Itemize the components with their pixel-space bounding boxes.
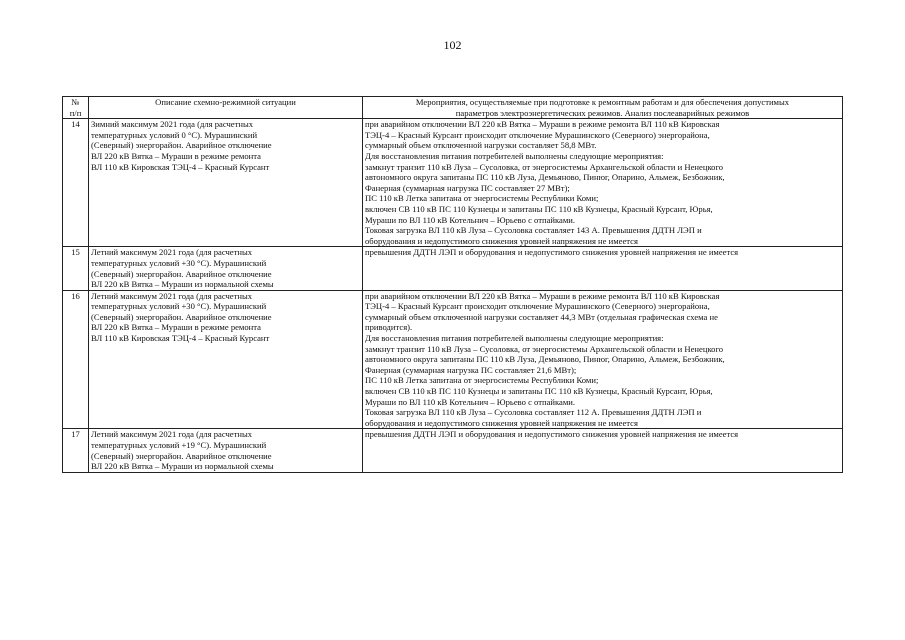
row-number: 14	[63, 119, 89, 247]
measures-line: Мураши по ВЛ 110 кВ Котельнич – Юрьево с отпайками.	[365, 396, 576, 407]
measures-line: ПС 110 кВ Летка запитана от энергосистемы Республики Коми;	[365, 375, 599, 386]
measures-line: замкнут транзит 110 кВ Луза – Сусоловка, от энергосистемы Архангельской области и Ненецкого	[365, 161, 724, 172]
measures-line: оборудования и недопустимого снижения уровней напряжения не имеется	[365, 417, 638, 428]
measures-line: Токовая загрузка ВЛ 110 кВ Луза – Сусоловка составляет 143 А. Превышения ДДТН ЛЭП и	[365, 225, 702, 236]
situation-line: Летний максимум 2021 года (для расчетных	[91, 290, 253, 301]
table-row	[63, 429, 843, 472]
situation-line: температурных условий 0 °С). Мурашинский	[91, 129, 258, 140]
measures-line: превышения ДДТН ЛЭП и оборудования и недопустимого снижения уровней напряжения не имеется	[365, 429, 739, 440]
situation-line: ВЛ 110 кВ Кировская ТЭЦ-4 – Красный Курсант	[91, 333, 270, 344]
measures-line: при аварийном отключении ВЛ 220 кВ Вятка – Мураши в режиме ремонта ВЛ 110 кВ Кировская	[365, 119, 720, 130]
measures-line: ТЭЦ-4 – Красный Курсант происходит отключение Мурашинского (Северного) энергорайона,	[365, 301, 710, 312]
table-row	[63, 119, 843, 247]
measures-line: суммарный объем отключенной нагрузки составляет 58,8 МВт.	[365, 140, 597, 151]
measures-line: включен СВ 110 кВ ПС 110 Кузнецы и запитаны ПС 110 кВ Кузнецы, Красный Курсант, Юрья,	[365, 386, 713, 397]
measures-line: Фанерная (суммарная нагрузка ПС составляет 21,6 МВт);	[365, 364, 577, 375]
situation-cell	[89, 290, 363, 429]
situation-line: (Северный) энергорайон. Аварийное отключение	[91, 140, 272, 151]
situation-line: Летний максимум 2021 года (для расчетных	[91, 429, 253, 440]
measures-line: приводится).	[365, 322, 413, 333]
situation-line: ВЛ 220 кВ Вятка – Мураши в режиме ремонта	[91, 322, 261, 333]
situation-line: (Северный) энергорайон. Аварийное отключение	[91, 450, 272, 461]
measures-line: ПС 110 кВ Летка запитана от энергосистемы Республики Коми;	[365, 193, 599, 204]
situation-line: температурных условий +19 °С). Мурашинский	[91, 440, 267, 450]
measures-cell	[363, 290, 843, 429]
header-situation: Описание схемно-режимной ситуации	[89, 97, 363, 119]
measures-line: ТЭЦ-4 – Красный Курсант происходит отключение Мурашинского (Северного) энергорайона,	[365, 129, 710, 140]
page-number: 102	[443, 38, 462, 52]
situation-line: Летний максимум 2021 года (для расчетных	[91, 247, 253, 258]
situations-table	[62, 96, 843, 473]
header-num: № п/п	[63, 97, 89, 119]
situation-cell	[89, 429, 363, 472]
row-number: 17	[63, 429, 89, 472]
situation-line: (Северный) энергорайон. Аварийное отключение	[91, 268, 272, 279]
row-number: 15	[63, 247, 89, 290]
measures-line: Для восстановления питания потребителей выполнены следующие мероприятия:	[365, 150, 664, 161]
measures-line: Фанерная (суммарная нагрузка ПС составляет 27 МВт);	[365, 182, 570, 193]
measures-line: оборудования и недопустимого снижения уровней напряжения не имеется	[365, 235, 638, 246]
table-row	[63, 247, 843, 290]
situation-line: температурных условий +30 °С). Мурашинский	[91, 301, 267, 312]
measures-cell	[363, 247, 843, 290]
table-row	[63, 290, 843, 429]
measures-cell	[363, 119, 843, 247]
measures-line: при аварийном отключении ВЛ 220 кВ Вятка – Мураши в режиме ремонта ВЛ 110 кВ Кировская	[365, 290, 720, 301]
situation-cell	[89, 247, 363, 290]
measures-cell	[363, 429, 843, 472]
measures-line: замкнут транзит 110 кВ Луза – Сусоловка, от энергосистемы Архангельской области и Ненецкого	[365, 343, 724, 354]
measures-line: включен СВ 110 кВ ПС 110 Кузнецы и запитаны ПС 110 кВ Кузнецы, Красный Курсант, Юрья,	[365, 203, 713, 214]
measures-line: Мураши по ВЛ 110 кВ Котельнич – Юрьево с отпайками.	[365, 214, 576, 225]
measures-line: автономного округа запитаны ПС 110 кВ Луза, Демьяново, Пинюг, Опарино, Альмеж, Безбожник,	[365, 354, 725, 365]
header-measures: Мероприятия, осуществляемые при подготовке к ремонтным работам и для обеспечения допустимых параметров электроэнергетических режимов. Анализ послеаварийных режимов	[363, 97, 843, 119]
situation-line: температурных условий +30 °С). Мурашинский	[91, 257, 267, 268]
measures-line: автономного округа запитаны ПС 110 кВ Луза, Демьяново, Пинюг, Опарино, Альмеж, Безбожник,	[365, 172, 725, 183]
measures-line: суммарный объем отключенной нагрузки составляет 44,3 МВт (отдельная графическая схема не	[365, 311, 718, 322]
situation-line: ВЛ 220 кВ Вятка – Мураши из нормальной схемы	[91, 461, 274, 472]
situation-line: (Северный) энергорайон. Аварийное отключение	[91, 311, 272, 322]
measures-line: превышения ДДТН ЛЭП и оборудования и недопустимого снижения уровней напряжения не имеется	[365, 247, 739, 258]
situation-line: ВЛ 220 кВ Вятка – Мураши в режиме ремонта	[91, 150, 261, 161]
row-number: 16	[63, 290, 89, 429]
situation-line: ВЛ 110 кВ Кировская ТЭЦ-4 – Красный Курсант	[91, 161, 270, 172]
measures-line: Для восстановления питания потребителей выполнены следующие мероприятия:	[365, 333, 664, 344]
situation-line: Зимний максимум 2021 года (для расчетных	[91, 119, 254, 130]
situation-line: ВЛ 220 кВ Вятка – Мураши из нормальной схемы	[91, 279, 274, 290]
situation-cell	[89, 119, 363, 247]
measures-line: Токовая загрузка ВЛ 110 кВ Луза – Сусоловка составляет 112 А. Превышения ДДТН ЛЭП и	[365, 407, 702, 418]
table-header-row	[63, 97, 843, 119]
